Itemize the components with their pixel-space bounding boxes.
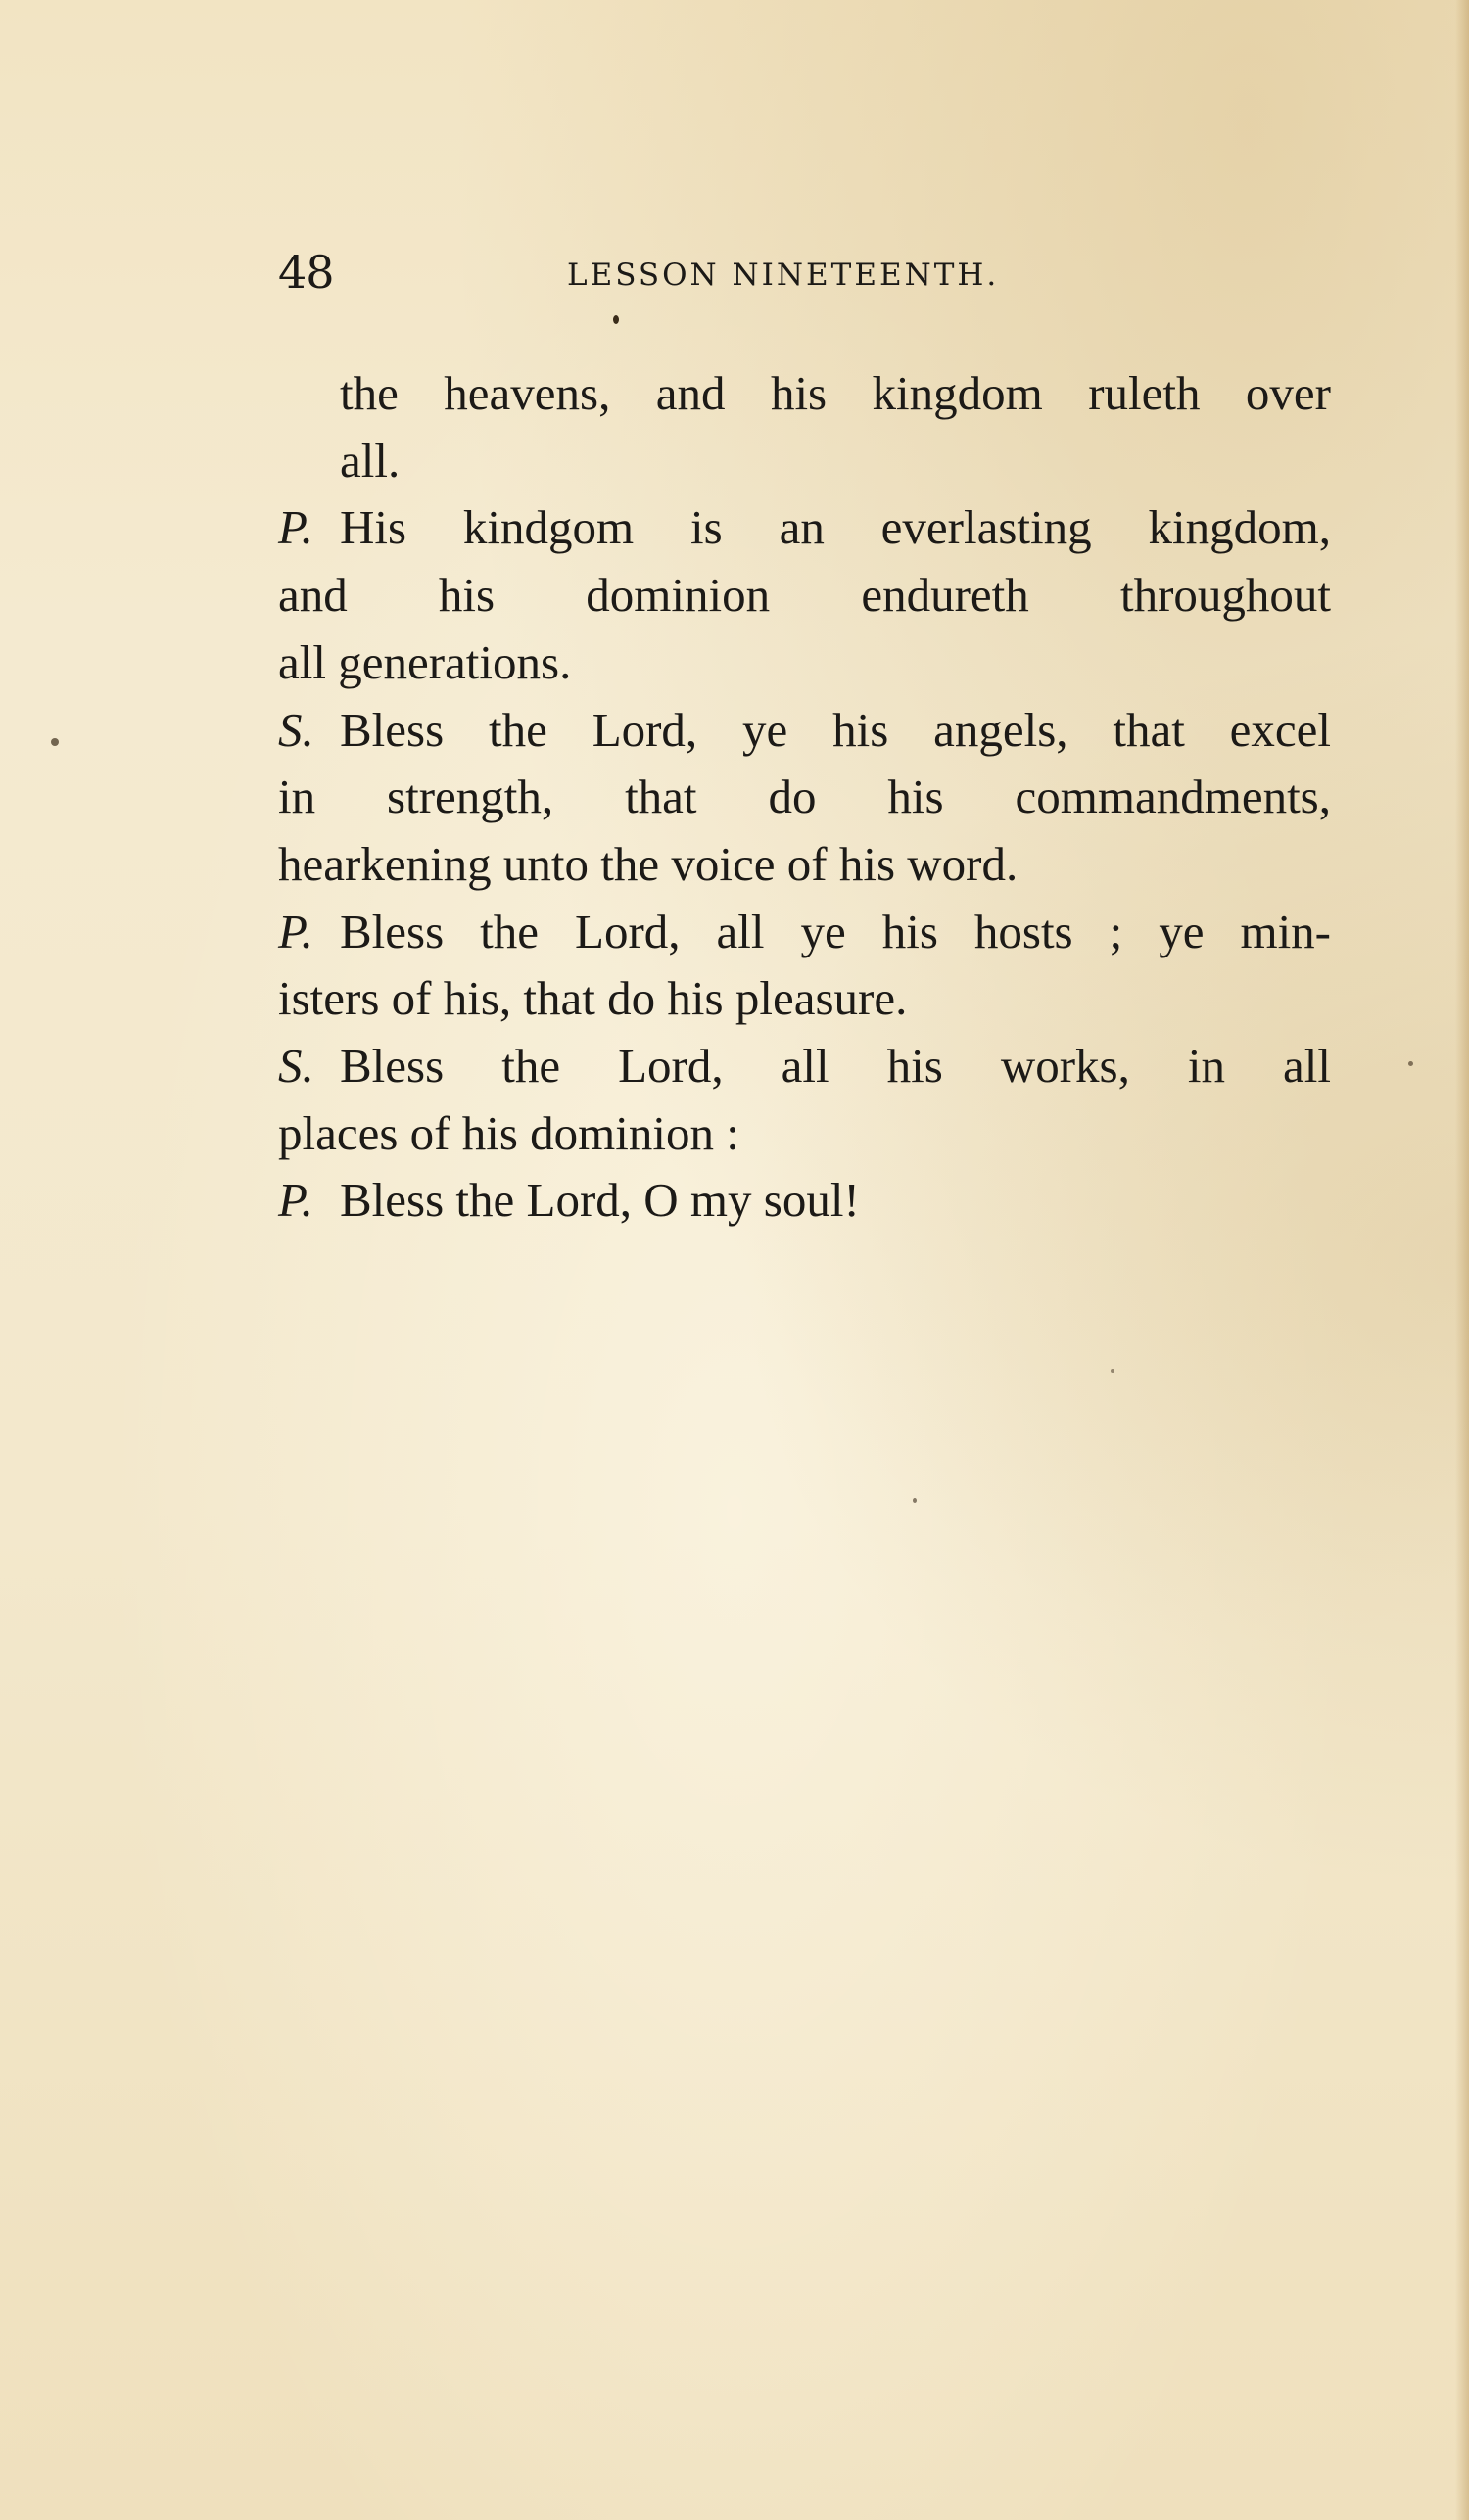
paper-speck [613,315,619,324]
text-line [278,697,1331,765]
passage-entry-s [278,1033,1331,1167]
text-line-content: Bless the Lord, ye his angels, that excel [340,702,1331,757]
speaker-label: P. [278,1173,313,1228]
text-line: places of his dominion : [278,1105,739,1160]
paper-speck [1111,1369,1114,1373]
text-line-content: Bless the Lord, all ye his hosts ; ye min- [340,904,1331,958]
text-line: hearkening unto the voice of his word. [278,836,1019,891]
text-line [278,494,1331,562]
text-line [278,1167,1331,1235]
text-line: in strength, that do his commandments, [278,770,1331,824]
text-line [278,1033,1331,1100]
speaker-label: P. [278,500,313,555]
passage-entry-continuation [278,360,1331,494]
speaker-label: S. [278,702,314,757]
text-line-content: His kindgom is an everlasting kingdom, [340,500,1331,555]
passage-entry-p [278,494,1331,696]
text-line-content: Bless the Lord, all his works, in all [340,1039,1331,1094]
text-line-content: Bless the Lord, O my soul! [340,1173,860,1228]
text-line [278,899,1331,966]
passage-entry-s [278,697,1331,899]
page-header [278,243,1160,302]
page-edge-shadow [1455,0,1469,2520]
paper-speck [51,738,59,746]
running-head: LESSON NINETEENTH. [567,257,1000,293]
speaker-label: S. [278,1039,314,1094]
text-line: isters of his, that do his pleasure. [278,971,908,1026]
text-line: and his dominion endureth throughout [278,568,1331,623]
paper-speck [913,1498,917,1503]
speaker-label: P. [278,904,313,958]
text-line: the heavens, and his kingdom ruleth over [340,366,1331,420]
text-line: all generations. [278,634,572,689]
page-number: 48 [278,246,334,299]
passage [278,360,1331,1235]
passage-entry-p [278,899,1331,1033]
paper-speck [1408,1061,1413,1066]
passage-entry-p [278,1167,1331,1235]
text-line: all. [340,433,401,488]
